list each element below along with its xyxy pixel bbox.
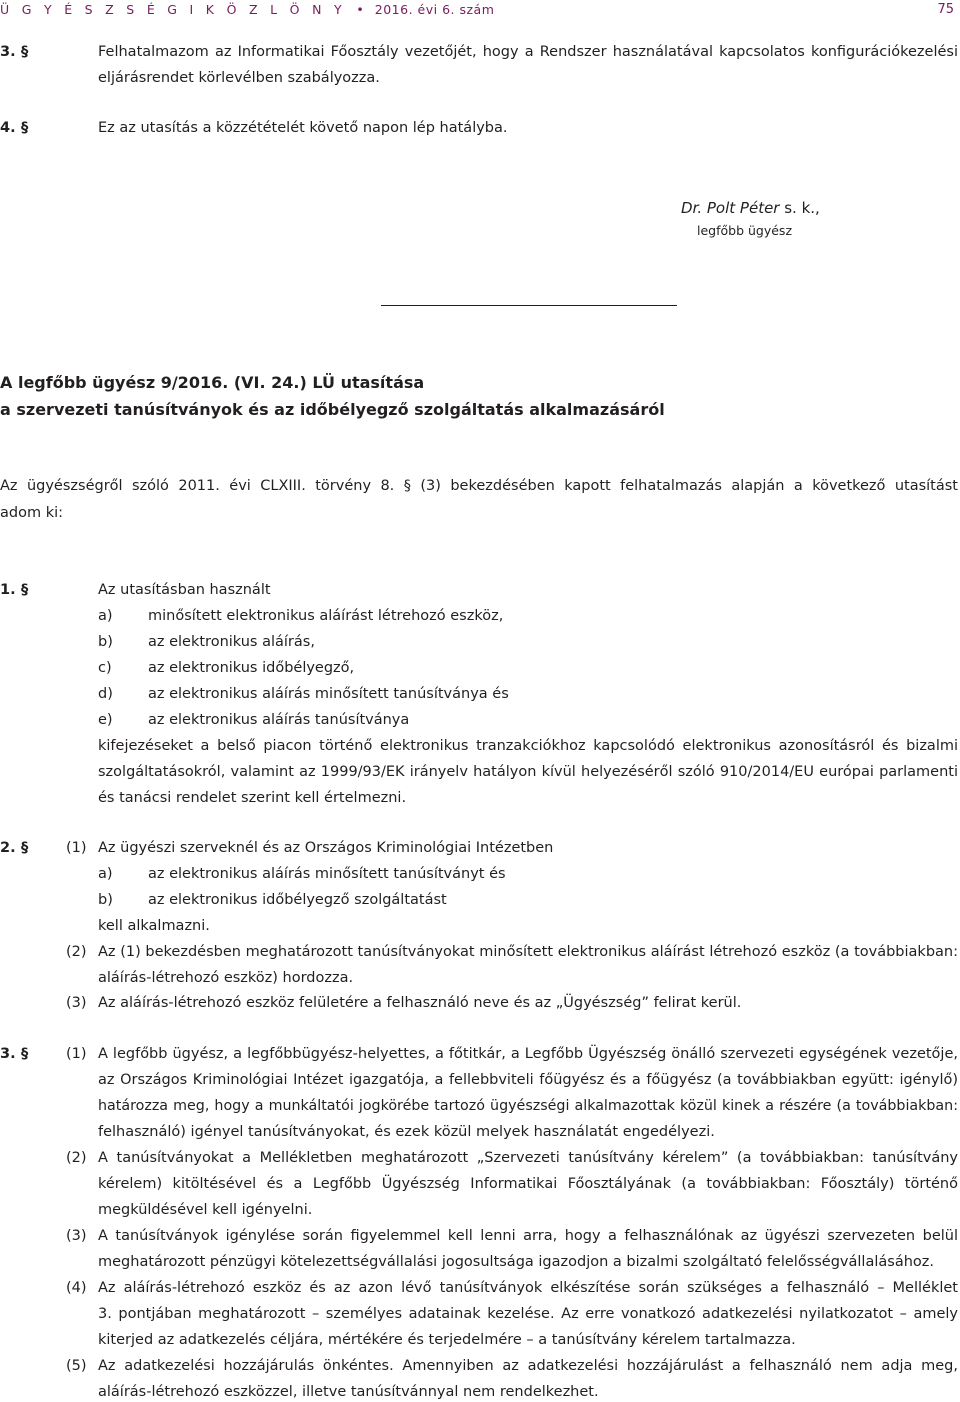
list-item: az elektronikus aláírás minősített tanúsítványt és [148,866,506,882]
preamble-line: adom ki: [0,505,64,521]
paragraph-line: felhasználó) igényel tanúsítványokat, és ezek közül melyek használatát engedélyezi. [98,1124,715,1140]
section-symbol: § [21,44,29,60]
header-bullet: • [356,2,365,17]
section-number: 1. [0,582,16,598]
paragraph-closing: kell alkalmazni. [98,918,210,934]
paragraph-number: (3) [66,995,87,1011]
signature-name [681,199,820,217]
paragraph-line: kérelem) kitöltésével és a Legfőbb Ügyészség Informatikai Főosztályának (a továbbiakban: Főosztály) történő [98,1176,958,1192]
section-text-line: Ez az utasítás a közzétételét követő napon lép hatályba. [98,120,508,136]
section-symbol: § [21,1046,29,1062]
paragraph-line: Az (1) bekezdésben meghatározott tanúsítványokat minősített elektronikus aláírást létrehozó eszköz (a továbbiakban: [98,944,958,960]
list-letter: c) [98,660,112,676]
section-number: 4. [0,120,16,136]
list-item: az elektronikus időbélyegző szolgáltatást [148,892,447,908]
paragraph-line: aláírás-létrehozó eszköz) hordozza. [98,970,354,986]
list-letter: b) [98,634,113,650]
section-text-line: Felhatalmazom az Informatikai Főosztály vezetőjét, hogy a Rendszer használatával kapcsolatos konfigurációkezelési [98,44,958,60]
paragraph-line: kiterjed az adatkezelés céljára, mértékére és terjedelmére – a tanúsítvány kérelem tartalmazza. [98,1332,796,1348]
preamble-line: Az ügyészségről szóló 2011. évi CLXIII. törvény 8. § (3) bekezdésében kapott felhatalmazás alapján a következő utasítást [0,478,958,494]
paragraph-line: megküldésével kell igényelni. [98,1202,313,1218]
section-symbol: § [21,840,29,856]
paragraph-line: határozza meg, hogy a munkáltatói jogkörébe tartozó ügyészségi alkalmazottak közül kinek a részére (a továbbiakban: [98,1098,958,1114]
paragraph-number: (5) [66,1358,87,1374]
closing-line: kifejezéseket a belső piacon történő elektronikus tranzakciókhoz kapcsolódó elektronikus azonosításról és bizalmi [98,738,958,754]
paragraph-number: (3) [66,1228,87,1244]
section-number: 2. [0,840,16,856]
signature-title: legfőbb ügyész [697,223,793,238]
paragraph-number: (1) [66,1046,87,1062]
list-letter: a) [98,866,113,882]
document-subtitle: a szervezeti tanúsítványok és az időbélyegző szolgáltatás alkalmazásáról [0,400,665,419]
list-item: az elektronikus aláírás, [148,634,315,650]
paragraph-line: aláírás-létrehozó eszközzel, illetve tanúsítvánnyal nem rendelkezhet. [98,1384,599,1400]
running-header [0,2,494,17]
closing-line: szolgáltatásokról, valamint az 1999/93/EK irányelv hatályon kívül helyezéséről szóló 910/2014/EU európai parlamenti [98,764,958,780]
document-title: A legfőbb ügyész 9/2016. (VI. 24.) LÜ utasítása [0,373,425,392]
paragraph-line: A tanúsítványok igénylése során figyelemmel kell lenni arra, hogy a felhasználónak az ügyészi szervezeten belül [98,1228,958,1244]
paragraph-line: A legfőbb ügyész, a legfőbbügyész-helyettes, a főtitkár, a Legfőbb Ügyészség önálló szervezeti egységének vezetője, [98,1046,958,1062]
paragraph-line: meghatározott pénzügyi kötelezettségvállalási jogosultsága igazodjon a bizalmi szolgáltató felelősségvállalásához. [98,1254,934,1270]
section-number: 3. [0,44,16,60]
paragraph-line: 3. pontjában meghatározott – személyes adatainak kezelése. Az erre vonatkozó adatkezelési nyilatkozatot – amely [98,1306,958,1322]
signature-suffix: s. k., [779,199,820,217]
paragraph-number: (4) [66,1280,87,1296]
section-intro: Az utasításban használt [98,582,271,598]
section-text-line: eljárásrendet körlevélben szabályozza. [98,70,380,86]
paragraph-line: Az aláírás-létrehozó eszköz felületére a felhasználó neve és az „Ügyészség” felirat kerül. [98,995,742,1011]
paragraph-number: (2) [66,1150,87,1166]
paragraph-number: (1) [66,840,87,856]
paragraph-line: Az adatkezelési hozzájárulás önkéntes. Amennyiben az adatkezelési hozzájárulást a felhasználó nem adja meg, [98,1358,958,1374]
list-letter: e) [98,712,113,728]
paragraph-line: az Országos Kriminológiai Intézet igazgatója, a fellebbviteli főügyész és a főügyész (a továbbiakban együtt: igénylő) [98,1072,958,1088]
section-number: 3. [0,1046,16,1062]
issue-label: 2016. évi 6. szám [374,2,495,17]
paragraph-line: Az aláírás-létrehozó eszköz és az azon lévő tanúsítványok elkészítése során szükséges a felhasználó – Melléklet [98,1280,958,1296]
separator-line [381,305,677,306]
list-item: minősített elektronikus aláírást létrehozó eszköz, [148,608,504,624]
closing-line: és tanácsi rendelet szerint kell értelmezni. [98,790,407,806]
section-symbol: § [21,120,29,136]
paragraph-number: (2) [66,944,87,960]
paragraph-line: A tanúsítványokat a Mellékletben meghatározott „Szervezeti tanúsítvány kérelem” (a továbbiakban: tanúsítvány [98,1150,958,1166]
list-item: az elektronikus időbélyegző, [148,660,355,676]
paragraph-intro: Az ügyészi szerveknél és az Országos Kriminológiai Intézetben [98,840,554,856]
list-letter: a) [98,608,113,624]
page-number: 75 [937,2,954,17]
list-letter: b) [98,892,113,908]
section-symbol: § [21,582,29,598]
journal-name: Ü G Y É S Z S É G I K Ö Z L Ö N Y [0,2,346,17]
list-item: az elektronikus aláírás minősített tanúsítványa és [148,686,509,702]
list-item: az elektronikus aláírás tanúsítványa [148,712,410,728]
list-letter: d) [98,686,113,702]
signatory: Dr. Polt Péter [681,199,780,217]
